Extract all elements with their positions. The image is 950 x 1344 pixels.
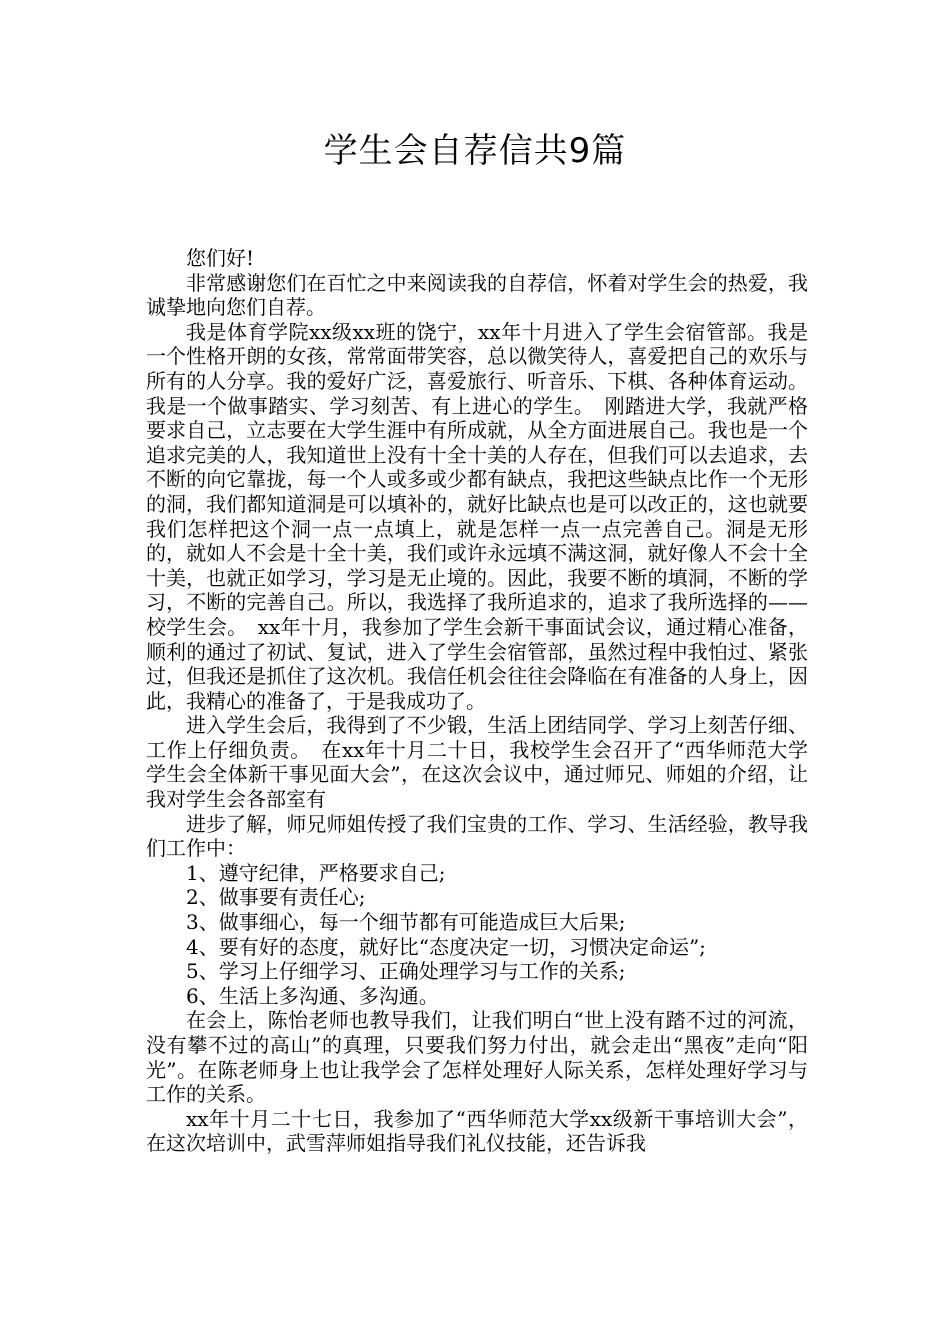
document-title: 学生会自荐信共9篇 [323, 131, 627, 171]
document-body [146, 246, 808, 1156]
list-item: 6、生活上多沟通、多沟通。 [186, 983, 439, 1008]
body-paragraph: 在会上，陈怡老师也教导我们，让我们明白“世上没有踏不过的河流，没有攀不过的高山”的真理，只要我们努力付出，就会走出“黑夜”走向“阳光”。在陈老师身上也让我学会了怎样处理好人际关系，怎样处理好学习与工作的关系。 [146, 1008, 808, 1107]
body-paragraph: xx年十月二十七日，我参加了“西华师范大学xx级新干事培训大会”，在这次培训中，武雪萍师姐指导我们礼仪技能，还告诉我 [146, 1106, 808, 1156]
list-item: 1、遵守纪律，严格要求自己; [186, 860, 446, 885]
list-item: 5、学习上仔细学习、正确处理学习与工作的关系; [186, 959, 626, 984]
body-paragraph: 非常感谢您们在百忙之中来阅读我的自荐信，怀着对学生会的热爱，我诚挚地向您们自荐。 [146, 270, 808, 320]
body-paragraph: 我是体育学院xx级xx班的饶宁，xx年十月进入了学生会宿管部。我是一个性格开朗的女孩，常常面带笑容，总以微笑待人，喜爱把自己的欢乐与所有的人分享。我的爱好广泛，喜爱旅行、听音乐、下棋、各种体育运动。我是一个做事踏实、学习刻苦、有上进心的学生。 刚踏进大学，我就严格要求自己，立志要在大学生涯中有所成就，从全方面进展自己。我也是一个追求完美的人，我知道世上没有十全十美的人存在，但我们可以去追求，去不断的向它靠拢，每一个人或多或少都有缺点，我把这些缺点比作一个无形的洞，我们都知道洞是可以填补的，就好比缺点也是可以改正的，这也就要我们怎样把这个洞一点一点填上，就是怎样一点一点完善自己。洞是无形的，就如人不会是十全十美，我们或许永远填不满这洞，就好像人不会十全十美，也就正如学习，学习是无止境的。因此，我要不断的填洞，不断的学习，不断的完善自己。所以，我选择了我所追求的，追求了我所选择的——校学生会。 xx年十月，我参加了学生会新干事面试会议，通过精心准备，顺利的通过了初试、复试，进入了学生会宿管部，虽然过程中我怕过、紧张过，但我还是抓住了这次机。我信任机会往往会降临在有准备的人身上，因此，我精心的准备了，于是我成功了。 [146, 319, 808, 713]
body-paragraph: 进步了解，师兄师姐传授了我们宝贵的工作、学习、生活经验，教导我们工作中： [146, 811, 808, 861]
greeting-paragraph: 您们好! [186, 246, 255, 270]
body-paragraph: 进入学生会后，我得到了不少锻，生活上团结同学、学习上刻苦仔细、工作上仔细负责。 在xx年十月二十日，我校学生会召开了“西华师范大学学生会全体新干事见面大会”，在这次会议中，通过师兄、师姐的介绍，让我对学生会各部室有 [146, 713, 808, 812]
list-item: 3、做事细心，每一个细节都有可能造成巨大后果; [186, 910, 626, 935]
list-item: 4、要有好的态度，就好比“态度决定一切，习惯决定命运”; [186, 934, 706, 959]
list-item: 2、做事要有责任心; [186, 885, 366, 910]
